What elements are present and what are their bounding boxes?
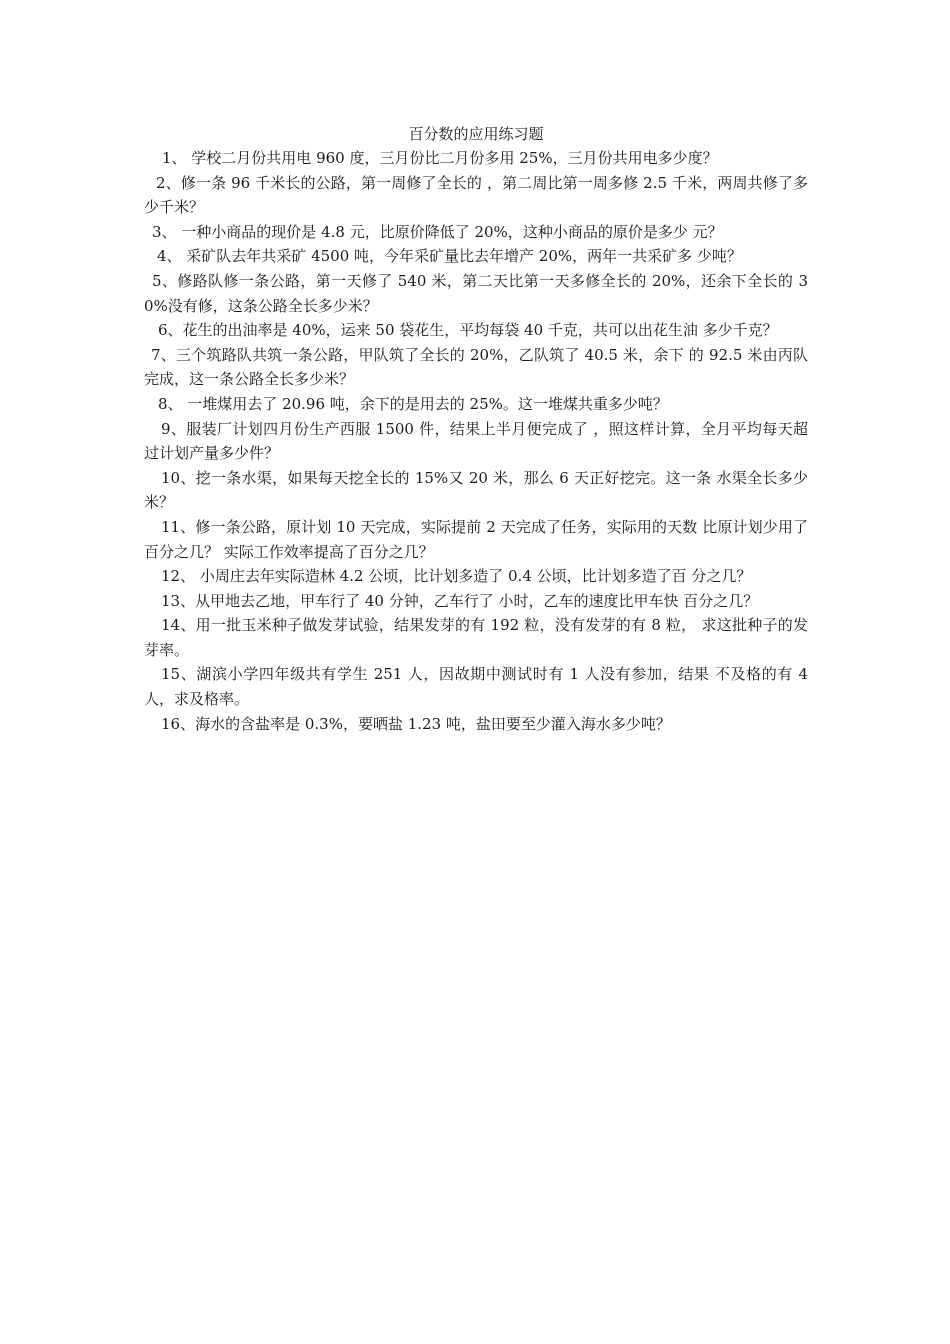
question-14: 14、用一批玉米种子做发芽试验，结果发芽的有 192 粒，没有发芽的有 8 粒， 求这批种子的发芽率。: [144, 616, 808, 659]
question-15: 15、湖滨小学四年级共有学生 251 人，因故期中测试时有 1 人没有参加，结果 不及格的有 4 人，求及格率。: [144, 665, 808, 709]
question-10: 10、挖一条水渠，如果每天挖全长的 15%又 20 米，那么 6 天正好挖完。这一条 水渠全长多少米？: [144, 468, 808, 512]
question-8: 8、 一堆煤用去了 20.96 吨，余下的是用去的 25%。这一堆煤共重多少吨？: [158, 394, 668, 413]
document-page: [144, 122, 808, 736]
question-1: 1、 学校二月份共用电 960 度，三月份比二月份多用 25%，三月份共用电多少度？: [162, 149, 718, 167]
question-2: 2、修一条 96 千米长的公路，第一周修了全长的 ，第二周比第一周多修 2.5 千米，两周共修了多少千米？: [144, 173, 808, 217]
question-6: 6、花生的出油率是 40%，运来 50 袋花生，平均每袋 40 千克，共可以出花生油 多少千克？: [158, 321, 778, 340]
question-7: 7、三个筑路队共筑一条公路，甲队筑了全长的 20%，乙队筑了 40.5 米，余下 的 92.5 米由丙队完成，这一条公路全长多少米？: [144, 345, 808, 389]
question-3: 3、 一种小商品的现价是 4.8 元，比原价降低了 20%，这种小商品的原价是多少 元？: [152, 222, 723, 241]
question-5: 5、修路队修一条公路，第一天修了 540 米，第二天比第一天多修全长的 20%，还余下全长的 30%没有修，这条公路全长多少米？: [144, 271, 808, 315]
question-11: 11、修一条公路，原计划 10 天完成，实际提前 2 天完成了任务，实际用的天数 比原计划少用了百分之几？ 实际工作效率提高了百分之几？: [144, 517, 808, 561]
question-12: 12、 小周庄去年实际造林 4.2 公顷，比计划多造了 0.4 公顷，比计划多造了百 分之几？: [161, 567, 752, 586]
question-4: 4、 采矿队去年共采矿 4500 吨，今年采矿量比去年增产 20%，两年一共采矿多 少吨？: [157, 247, 742, 266]
question-16: 16、海水的含盐率是 0.3%，要晒盐 1.23 吨，盐田要至少灌入海水多少吨？: [161, 714, 671, 733]
question-13: 13、从甲地去乙地，甲车行了 40 分钟，乙车行了 小时，乙车的速度比甲车快 百分之几？: [161, 591, 759, 610]
question-9: 9、服装厂计划四月份生产西服 1500 件，结果上半月便完成了 ，照这样计算，全月平均每天超过计划产量多少件？: [144, 419, 808, 463]
question-list: [144, 146, 808, 736]
document-title: 百分数的应用练习题: [408, 125, 544, 143]
